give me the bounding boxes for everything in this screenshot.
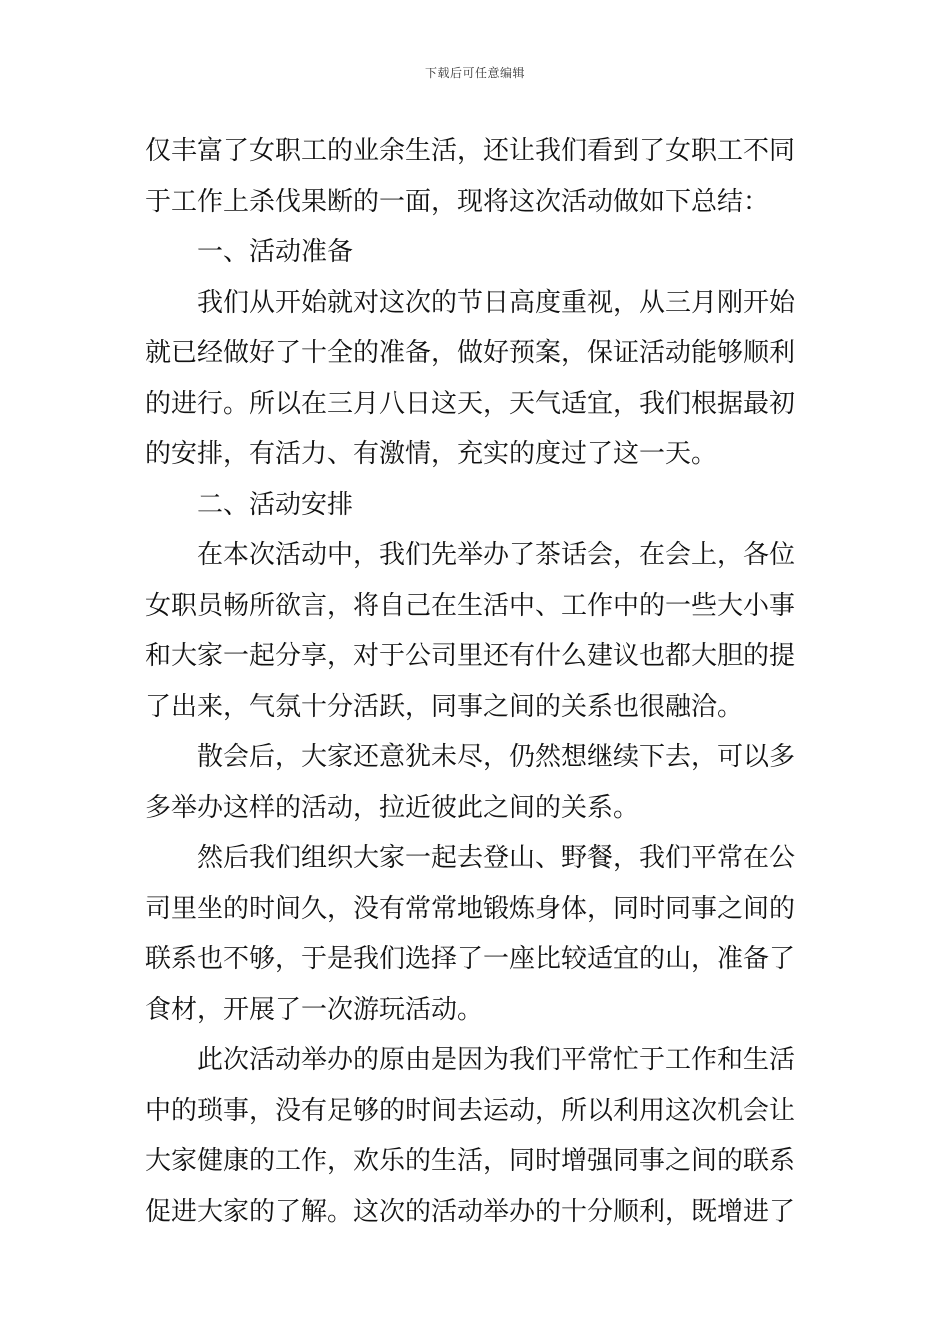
text-line: 了出来，气氛十分活跃，同事之间的关系也很融洽。 <box>145 691 744 722</box>
text-line: 司里坐的时间久，没有常常地锻炼身体，同时同事之间的 <box>145 893 796 924</box>
text-line: 就已经做好了十全的准备，做好预案，保证活动能够顺利 <box>145 338 796 368</box>
text-line: 大家健康的工作，欢乐的生活，同时增强同事之间的联系 <box>145 1146 796 1176</box>
paragraph-start: 在本次活动中，我们先举办了茶话会，在会上，各位 <box>197 540 796 570</box>
text-line: 中的琐事，没有足够的时间去运动，所以利用这次机会让 <box>145 1095 796 1126</box>
paragraph-start: 我们从开始就对这次的节日高度重视，从三月刚开始 <box>197 287 796 318</box>
text-line: 女职员畅所欲言，将自己在生活中、工作中的一些大小事 <box>145 590 796 621</box>
text-line: 的进行。所以在三月八日这天，天气适宜，我们根据最初 <box>145 388 796 419</box>
page-header-note: 下载后可任意编辑 <box>424 66 525 80</box>
section-heading: 二、活动安排 <box>197 489 354 520</box>
text-line: 仅丰富了女职工的业余生活，还让我们看到了女职工不同 <box>145 136 796 166</box>
text-line: 联系也不够，于是我们选择了一座比较适宜的山，准备了 <box>145 944 796 974</box>
text-line: 多举办这样的活动，拉近彼此之间的关系。 <box>145 792 640 823</box>
text-line: 于工作上杀伐果断的一面，现将这次活动做如下总结： <box>145 186 770 217</box>
paragraph-start: 然后我们组织大家一起去登山、野餐，我们平常在公 <box>197 843 796 873</box>
text-line: 和大家一起分享，对于公司里还有什么建议也都大胆的提 <box>145 641 796 671</box>
paragraph-start: 此次活动举办的原由是因为我们平常忙于工作和生活 <box>197 1045 796 1075</box>
text-line: 食材，开展了一次游玩活动。 <box>145 994 484 1025</box>
document-body <box>145 126 807 1237</box>
paragraph-start: 散会后，大家还意犹未尽，仍然想继续下去，可以多 <box>197 742 796 772</box>
section-heading: 一、活动准备 <box>197 237 354 267</box>
text-line: 促进大家的了解。这次的活动举办的十分顺利，既增进了 <box>145 1196 796 1227</box>
text-line: 的安排，有活力、有激情，充实的度过了这一天。 <box>145 439 718 469</box>
